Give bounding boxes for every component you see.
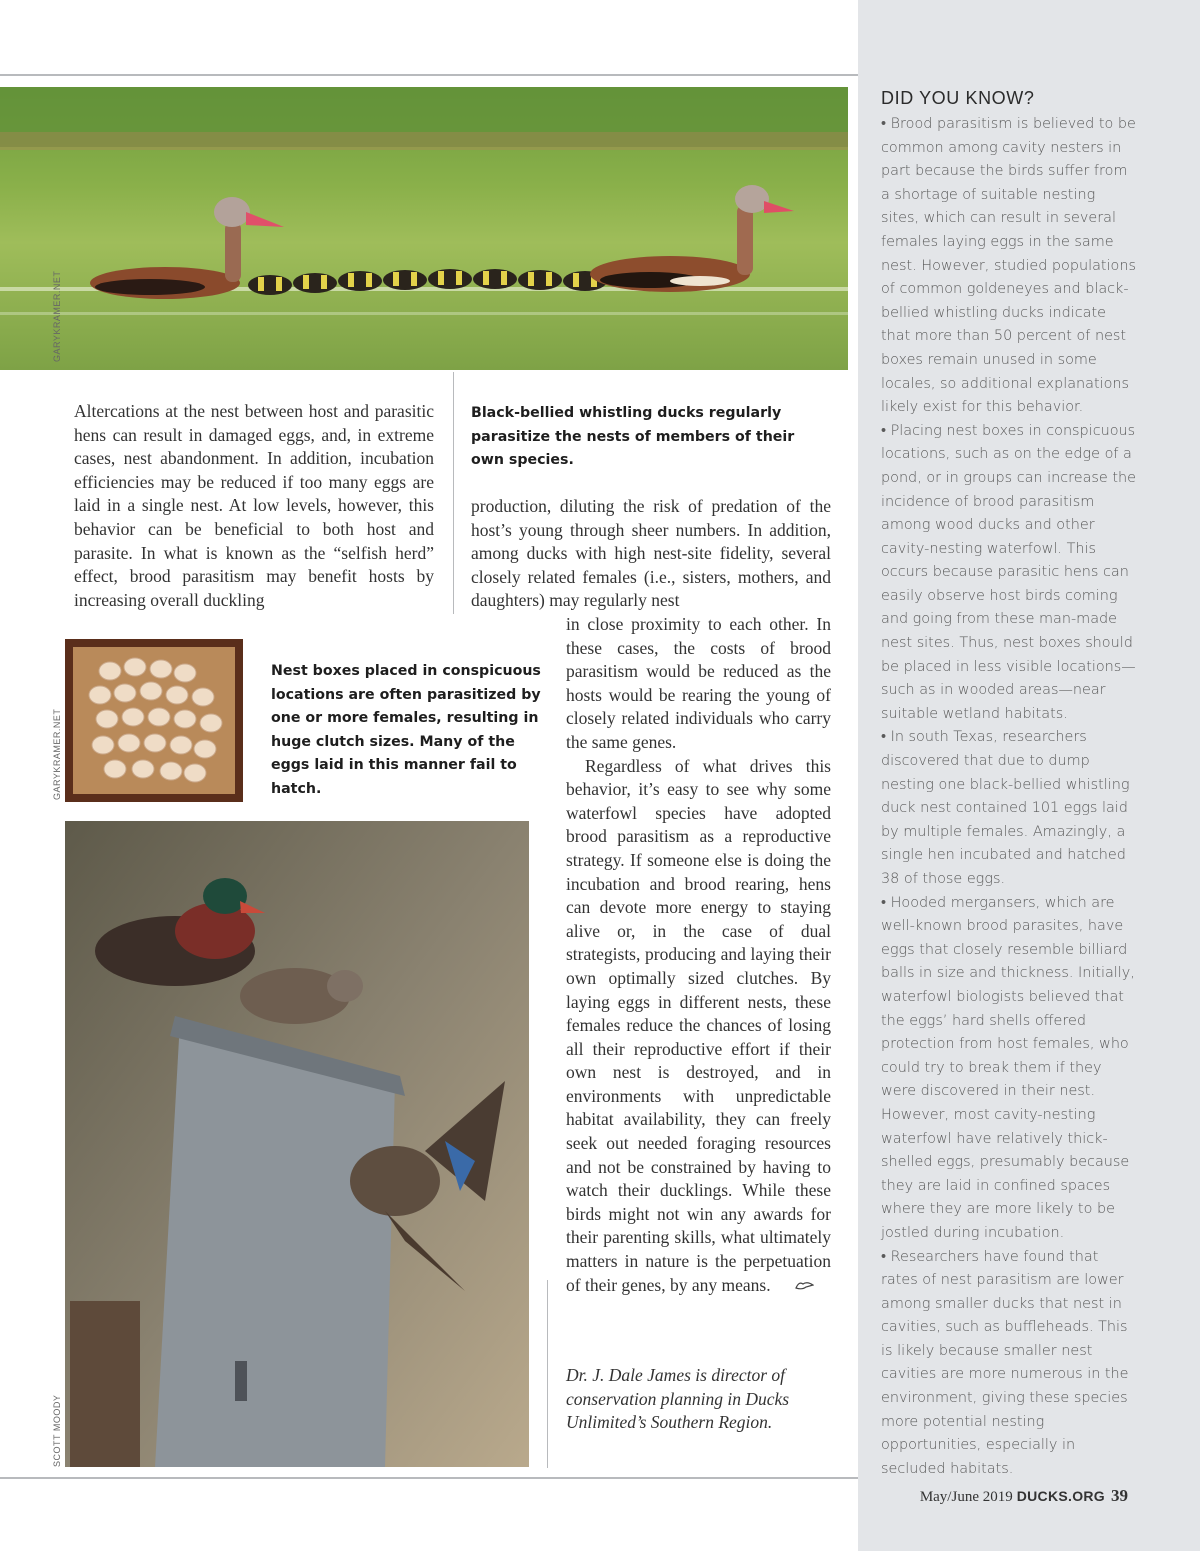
issue-date: May/June 2019 [919, 1489, 1013, 1505]
whistling-ducks-photo [0, 87, 848, 370]
top-rule [0, 74, 858, 76]
did-you-know-title: DID YOU KNOW? [881, 88, 1035, 108]
whistling-ducks-caption: Black-bellied whistling ducks regularly parasitize the nests of members of their own species. [471, 405, 795, 469]
site-name: DUCKS.ORG [1016, 1488, 1105, 1504]
duck-end-mark-icon [775, 1274, 814, 1298]
top-photo-credit: GARYKRAMER.NET [52, 270, 62, 362]
article-paragraph-4-text: Regardless of what drives this behavior, it’s easy to see why some waterfowl species have adopted brood parasitism as a reproductive strategy. If someone else is doing the incubation and brood rearing, hens can devote more energy to staying alive or, in the case of dual strategists, producing and laying their own optimally sized clutches. By laying eggs in different nests, these females reduce the chances of losing all their reproductive effort if their own nest is destroyed, and in environments with unpredictable habitat availability, they can freely seek out needed foraging resources and not be constrained by having to watch their ducklings. While these birds might not win any awards for their parenting skills, what ultimately matters in nature is the perpetuation of their genes, by any means. [566, 755, 831, 1295]
article-paragraph-3: in close proximity to each other. In these cases, the costs of brood parasitism would be reduced as the hosts would be rearing the young of closely related individuals who carry the same genes. [566, 614, 831, 752]
wood-ducks-nest-box-photo [65, 821, 529, 1467]
article-paragraph-1: Altercations at the nest between host and parasitic hens can result in damaged eggs, and, in extreme cases, nest abandonment. In addition, incubation efficiencies may be reduced if too many eggs are laid in a single nest. At low levels, however, this behavior can be beneficial to both host and parasite. In what is known as the “selfish herd” effect, brood parasitism may benefit hosts by increasing overall duckling [74, 401, 434, 610]
wood-ducks-photo-credit: SCOTT MOODY [52, 1394, 62, 1467]
page-number: 39 [1111, 1486, 1128, 1505]
nest-box-eggs-photo [65, 639, 243, 802]
author-bio: Dr. J. Dale James is director of conservation planning in Ducks Unlimited’s Southern Region. [566, 1365, 790, 1433]
did-you-know-item: • In south Texas, researchers discovered that due to dump nesting one black-bellied whistling duck nest contained 101 eggs laid by multiple females. Amazingly, a single hen incubated and hatched 38 of those eggs. [881, 729, 1130, 887]
eggs-photo-credit: GARYKRAMER.NET [52, 708, 62, 800]
article-column-2-bottom [566, 613, 831, 1297]
did-you-know-item: • Researchers have found that rates of nest parasitism are lower among smaller ducks that nest in cavities, such as buffleheads. This is likely because smaller nest cavities are more numerous in the environment, giving these species more potential nesting opportunities, especially in secluded habitats. [881, 1248, 1129, 1477]
article-paragraph-4 [566, 755, 831, 1298]
did-you-know-item: • Placing nest boxes in conspicuous locations, such as on the edge of a pond, or in groups can increase the incidence of brood parasitism among wood ducks and other cavity-nesting waterfowl. This occurs because parasitic hens can easily observe host birds coming and going from these man-made nest sites. Thus, nest boxes should be placed in less visible locations—such as in wooded areas—near suitable wetland habitats. [881, 422, 1136, 722]
column-divider-top [453, 372, 454, 614]
nest-boxes-caption: Nest boxes placed in conspicuous locations are often parasitized by one or more females, resulting in huge clutch sizes. Many of the eggs laid in this manner fail to hatch. [271, 663, 541, 797]
bottom-rule [0, 1477, 858, 1479]
article-column-2-top [471, 495, 831, 613]
article-column-1 [74, 400, 434, 612]
did-you-know-list [881, 113, 1136, 1481]
did-you-know-item: • Hooded mergansers, which are well-known brood parasites, have eggs that closely resemble billiard balls in size and thickness. Initially, waterfowl biologists believed that the eggs’ hard shells offered protection from host females, who could try to break them if they were discovered in their nest. However, most cavity-nesting waterfowl have relatively thick-shelled eggs, presumably because they are laid in confined spaces where they are more likely to be jostled during incubation. [881, 894, 1135, 1241]
column-divider-bottom [547, 1280, 548, 1468]
article-paragraph-2: production, diluting the risk of predation of the host’s young through sheer numbers. In addition, among ducks with high nest-site fidelity, several closely related females (i.e., sisters, mothers, and daughters) may regularly nest [471, 496, 831, 611]
page-footer [920, 1486, 1128, 1506]
did-you-know-item: • Brood parasitism is believed to be common among cavity nesters in part because the birds suffer from a shortage of suitable nesting sites, which can result in several females laying eggs in the same nest. However, studied populations of common goldeneyes and black-bellied whistling ducks indicate that more than 50 percent of nest boxes remain unused in some locales, so additional explanations likely exist for this behavior. [881, 116, 1136, 416]
